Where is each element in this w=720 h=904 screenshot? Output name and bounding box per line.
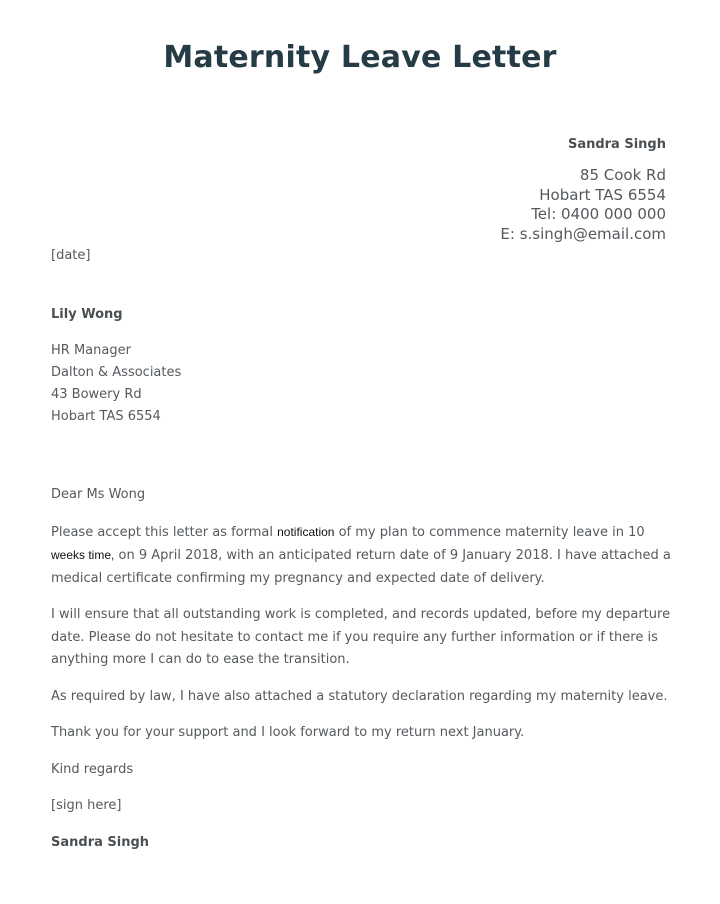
sender-name: Sandra Singh xyxy=(567,137,666,152)
closing: Kind regards xyxy=(51,761,134,777)
sender-phone: Tel: 0400 000 000 xyxy=(531,205,666,223)
sender-email: E: s.singh@email.com xyxy=(500,224,666,243)
notification-word: notification xyxy=(277,524,335,539)
recipient-name: Lily Wong xyxy=(51,307,123,322)
paragraph-text: of my plan to commence maternity leave in 10 xyxy=(334,524,645,540)
letter-title: Maternity Leave Letter xyxy=(163,40,557,75)
letter-body xyxy=(51,484,681,868)
paragraph-text: on 9 April 2018, with an anticipated return date of 9 January 2018. I have attached a medical certificate confirming my pregnancy and expected date of delivery. xyxy=(51,548,671,586)
date-placeholder: [date] xyxy=(51,248,91,263)
sender-address-line1: 85 Cook Rd xyxy=(579,166,666,184)
recipient-title: HR Manager xyxy=(51,343,131,358)
paragraph-thanks: Thank you for your support and I look forward to my return next January. xyxy=(51,725,525,740)
paragraph-notification xyxy=(51,521,681,591)
recipient-address-line2: Hobart TAS 6554 xyxy=(51,409,161,424)
recipient-address-line1: 43 Bowery Rd xyxy=(51,387,142,402)
recipient-block xyxy=(51,307,181,428)
sender-address-line2: Hobart TAS 6554 xyxy=(539,185,666,204)
sender-block xyxy=(500,137,666,244)
paragraph-statutory: As required by law, I have also attached a statutory declaration regarding my maternity leave. xyxy=(51,688,668,704)
paragraph-handover: I will ensure that all outstanding work is completed, and records updated, before my departure date. Please do not hesitate to contact me if you require any further information or if there is anything more I can do to ease the transition. xyxy=(51,607,671,667)
signature-placeholder: [sign here] xyxy=(51,798,122,813)
paragraph-text: Please accept this letter as formal xyxy=(51,524,278,540)
signature-name: Sandra Singh xyxy=(51,834,150,850)
recipient-company: Dalton & Associates xyxy=(51,365,182,380)
salutation: Dear Ms Wong xyxy=(51,487,146,502)
weeks-time-text: weeks time, xyxy=(51,548,115,562)
